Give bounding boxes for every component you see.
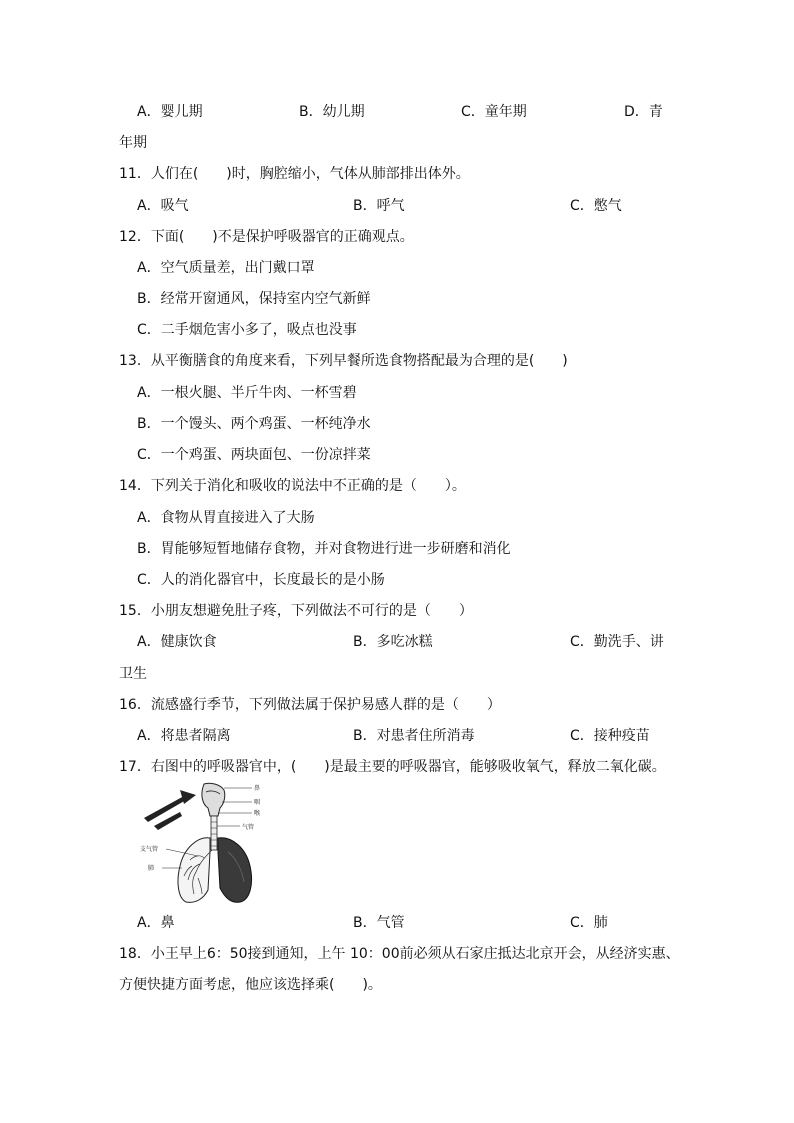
q12-option-b: B．经常开窗通风，保持室内空气新鲜 <box>137 291 371 307</box>
q12-stem: 12．下面( )不是保护呼吸器官的正确观点。 <box>119 229 414 245</box>
q13-option-b: B．一个馒头、两个鸡蛋、一杯纯净水 <box>137 416 371 432</box>
q18-stem-line1: 18．小王早上6：50接到通知，上午 10：00前必须从石家庄抵达北京开会，从经济实惠、 <box>119 946 680 962</box>
label-bronchus: 支气管 <box>140 846 159 853</box>
label-trachea: 气管 <box>242 824 255 831</box>
label-lung: 肺 <box>148 865 155 872</box>
respiratory-diagram <box>140 782 290 906</box>
airflow-arrows <box>144 790 196 830</box>
q17-option-b: B．气管 <box>353 915 405 931</box>
q12-option-a: A．空气质量差，出门戴口罩 <box>137 260 315 276</box>
q14-option-c: C．人的消化器官中，长度最长的是小肠 <box>137 572 385 588</box>
q16-option-b: B．对患者住所消毒 <box>353 728 475 744</box>
q11-stem: 11．人们在( )时，胸腔缩小，气体从肺部排出体外。 <box>119 166 470 182</box>
q10-option-d-wrap: 年期 <box>119 135 147 151</box>
q18-stem-line2: 方便快捷方面考虑，他应该选择乘( )。 <box>119 977 382 993</box>
q14-option-b: B．胃能够短暂地储存食物，并对食物进行进一步研磨和消化 <box>137 541 511 557</box>
q14-stem: 14．下列关于消化和吸收的说法中不正确的是（ ）。 <box>119 478 466 494</box>
q15-option-c: C．勤洗手、讲 <box>570 634 664 650</box>
q16-option-c: C．接种疫苗 <box>570 728 650 744</box>
q13-option-a: A．一根火腿、半斤牛肉、一杯雪碧 <box>137 385 357 401</box>
q16-stem: 16．流感盛行季节，下列做法属于保护易感人群的是（ ） <box>119 697 501 713</box>
q11-option-c: C．憋气 <box>570 198 622 214</box>
q17-stem: 17．右图中的呼吸器官中，( )是最主要的呼吸器官，能够吸收氧气，释放二氧化碳。 <box>119 759 666 775</box>
q13-stem: 13．从平衡膳食的角度来看，下列早餐所选食物搭配最为合理的是( ) <box>119 353 568 369</box>
right-lung <box>218 838 252 903</box>
q10-option-b: B．幼儿期 <box>299 104 365 120</box>
q11-option-b: B．呼气 <box>353 198 405 214</box>
q15-option-a: A．健康饮食 <box>137 634 217 650</box>
label-nose: 鼻 <box>254 785 261 792</box>
q10-option-d: D．青 <box>624 104 663 120</box>
label-pharynx: 咽 <box>254 799 261 806</box>
respiratory-system-figure <box>140 782 290 906</box>
q14-option-a: A．食物从胃直接进入了大肠 <box>137 510 315 526</box>
q15-option-b: B．多吃冰糕 <box>353 634 433 650</box>
q10-option-c: C．童年期 <box>461 104 527 120</box>
q16-option-a: A．将患者隔离 <box>137 728 231 744</box>
label-larynx: 喉 <box>254 810 261 817</box>
nasal-cavity <box>202 783 225 816</box>
trachea <box>211 816 217 850</box>
q12-option-c: C．二手烟危害小多了，吸点也没事 <box>137 322 357 338</box>
q17-option-c: C．肺 <box>570 915 608 931</box>
q11-option-a: A．吸气 <box>137 198 189 214</box>
q10-option-a: A．婴儿期 <box>137 104 203 120</box>
q15-stem: 15．小朋友想避免肚子疼，下列做法不可行的是（ ） <box>119 603 473 619</box>
q13-option-c: C．一个鸡蛋、两块面包、一份凉拌菜 <box>137 447 371 463</box>
q15-option-c-wrap: 卫生 <box>119 666 147 682</box>
q17-option-a: A．鼻 <box>137 915 175 931</box>
